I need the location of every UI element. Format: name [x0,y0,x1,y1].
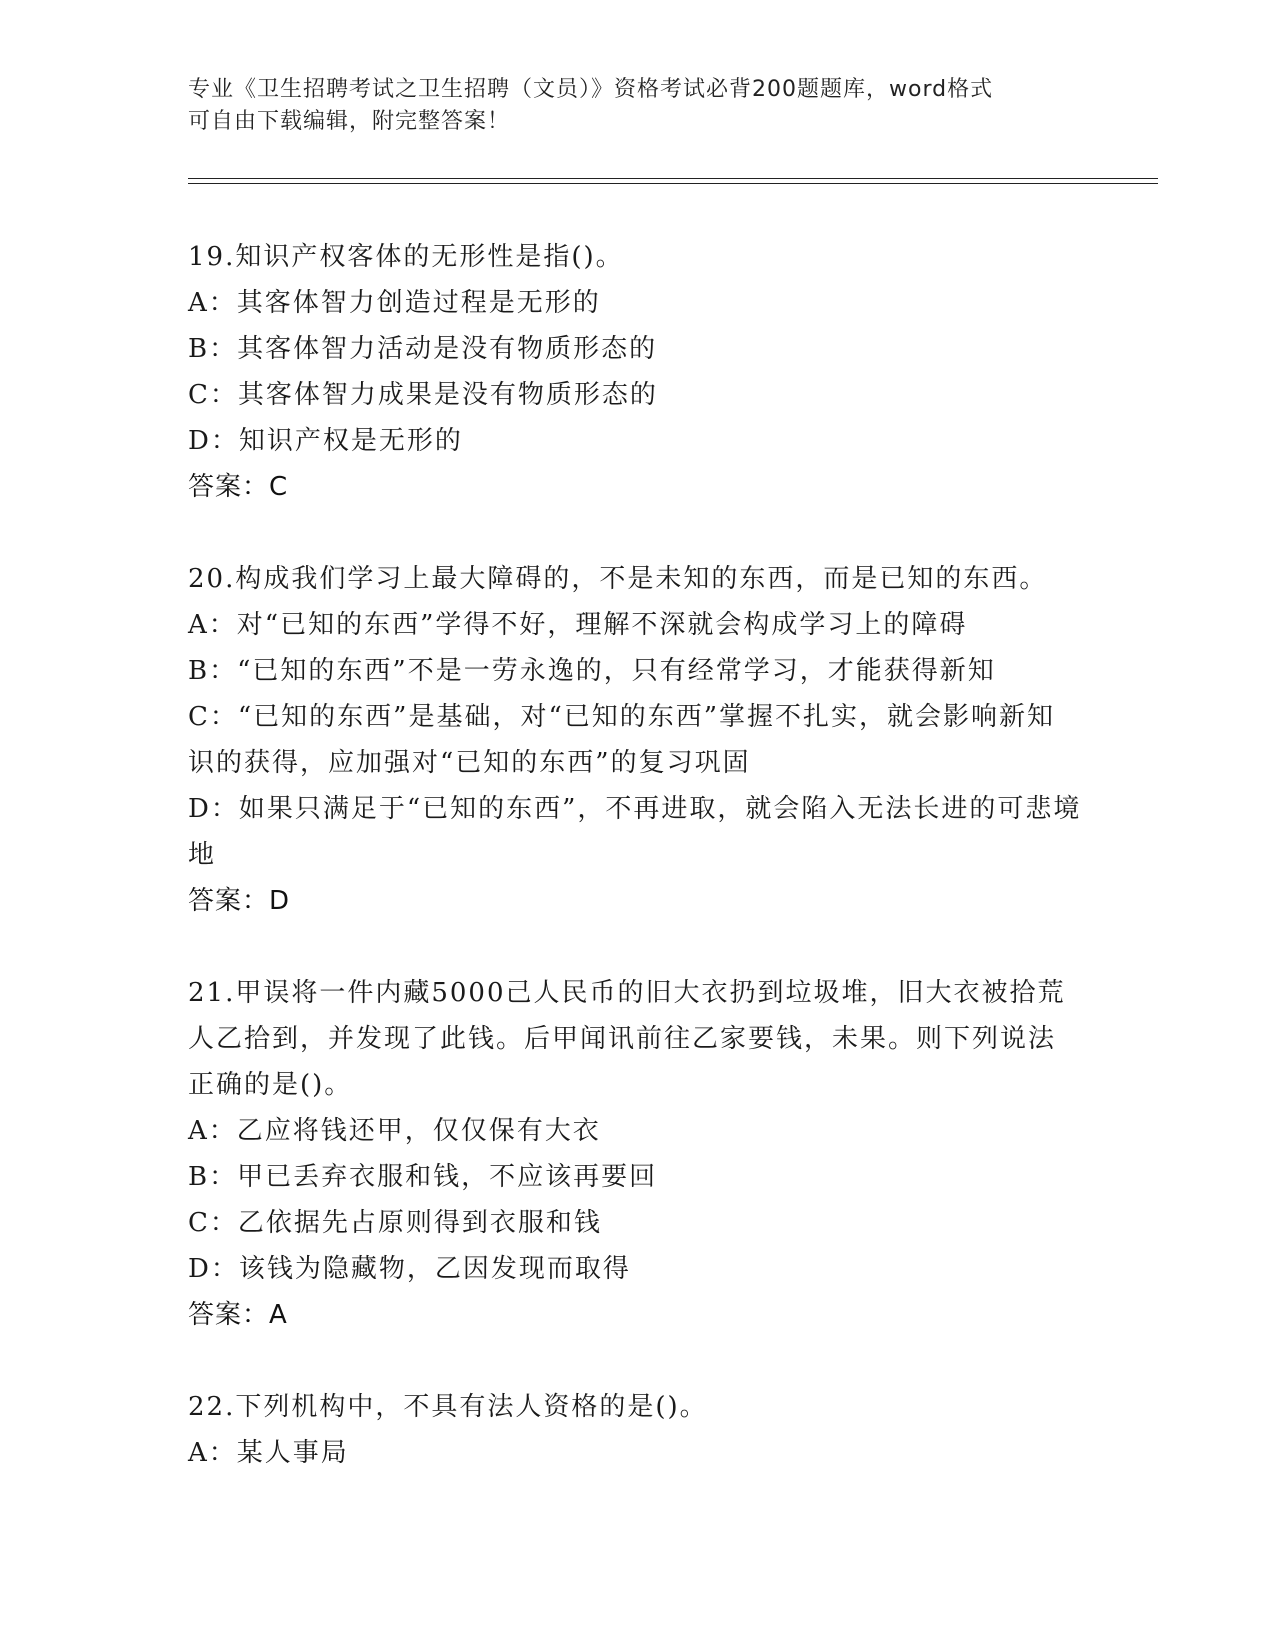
option-c: C：其客体智力成果是没有物质形态的 [188,380,658,410]
header-line-2: 可自由下载编辑，附完整答案！ [188,109,511,134]
option-d: D：该钱为隐藏物，乙因发现而取得 [188,1254,631,1284]
question-stem: 19.知识产权客体的无形性是指()。 [188,242,624,272]
option-b: B：甲已丢弃衣服和钱，不应该再要回 [188,1162,658,1192]
header-divider-bottom [188,183,1158,184]
option-b: B：其客体智力活动是没有物质形态的 [188,334,658,364]
option-b: B：“已知的东西”不是一劳永逸的，只有经常学习，才能获得新知 [188,656,996,686]
answer-label: 答案：C [188,472,289,502]
option-d: D：如果只满足于“已知的东西”，不再进取，就会陷入无法长进的可悲境地 [188,794,1082,870]
option-a: A：某人事局 [188,1438,349,1468]
document-header [188,74,1068,138]
question-20 [188,556,1088,924]
question-stem: 20.构成我们学习上最大障碍的，不是未知的东西，而是已知的东西。 [188,564,1048,594]
header-line-1: 专业《卫生招聘考试之卫生招聘（文员）》资格考试必背200题题库，word格式 [188,77,994,102]
option-c: C：“已知的东西”是基础，对“已知的东西”掌握不扎实，就会影响新知识的获得，应加强对“已知的东西”的复习巩固 [188,702,1056,778]
question-19 [188,234,1088,510]
question-stem: 22.下列机构中，不具有法人资格的是()。 [188,1392,708,1422]
answer-label: 答案：A [188,1300,288,1330]
question-stem: 21.甲误将一件内藏5000己人民币的旧大衣扔到垃圾堆，旧大衣被拾荒人乙拾到，并发现了此钱。后甲闻讯前往乙家要钱，未果。则下列说法正确的是()。 [188,978,1066,1100]
answer-label: 答案：D [188,886,291,916]
question-list [188,234,1088,1522]
option-a: A：其客体智力创造过程是无形的 [188,288,601,318]
option-c: C：乙依据先占原则得到衣服和钱 [188,1208,602,1238]
option-a: A：对“已知的东西”学得不好，理解不深就会构成学习上的障碍 [188,610,968,640]
question-22 [188,1384,1088,1476]
option-d: D：知识产权是无形的 [188,426,463,456]
header-divider-top [188,178,1158,179]
option-a: A：乙应将钱还甲，仅仅保有大衣 [188,1116,601,1146]
question-21 [188,970,1088,1338]
